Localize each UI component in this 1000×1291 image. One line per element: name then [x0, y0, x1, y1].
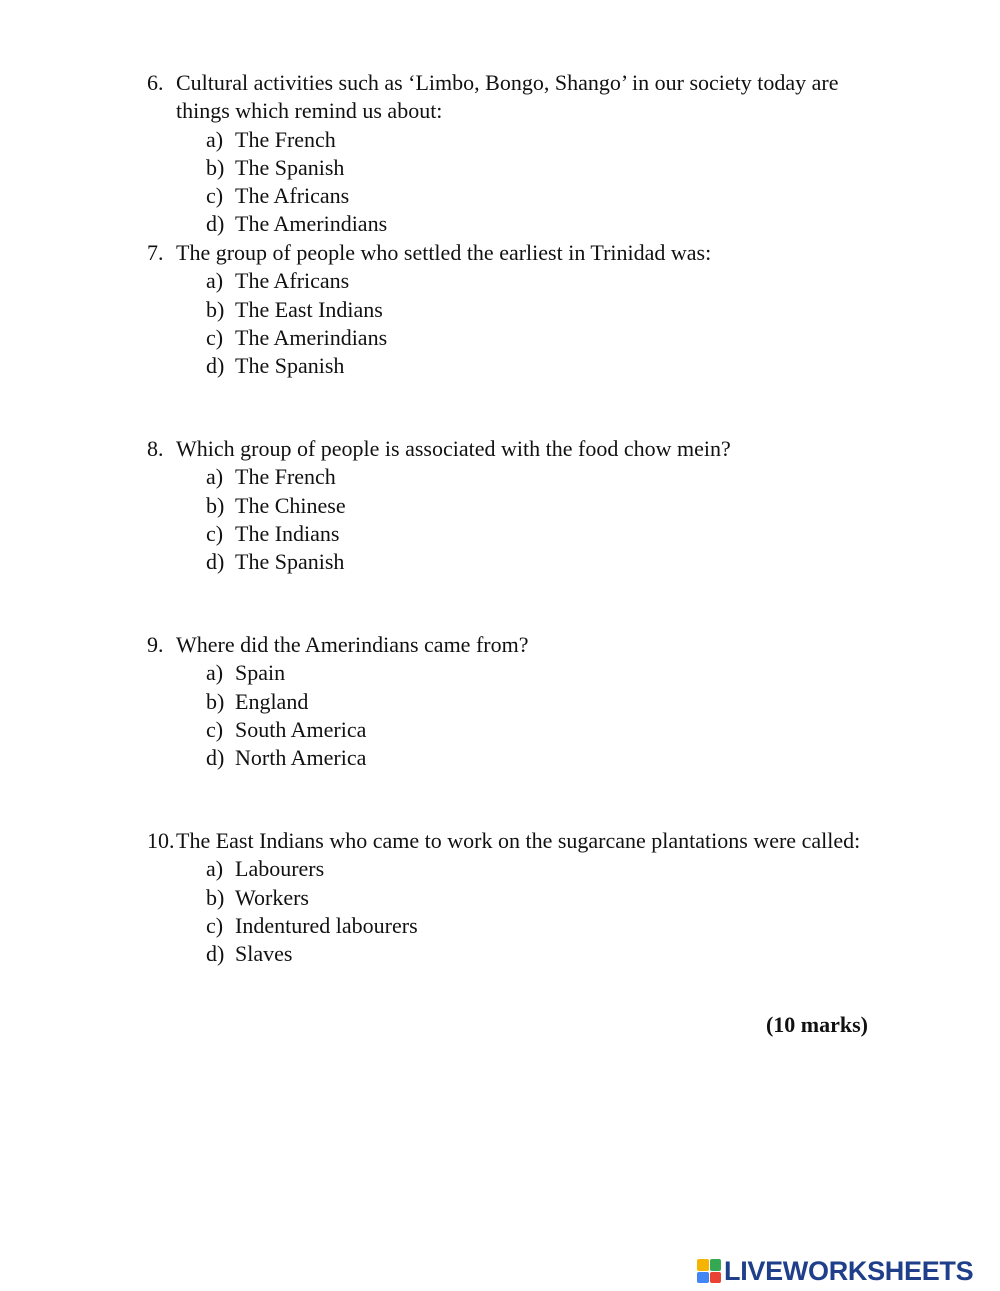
- option-text: Workers: [235, 884, 309, 910]
- option-letter: b): [206, 688, 225, 714]
- logo-square-icon: [710, 1259, 722, 1271]
- option-text: Indentured labourers: [235, 912, 418, 938]
- option-text: The Indians: [235, 520, 340, 546]
- option-text: The Africans: [235, 183, 350, 209]
- option-letter: d): [206, 549, 225, 575]
- option-c[interactable]: [206, 182, 887, 210]
- question-8: [147, 435, 887, 576]
- option-b[interactable]: [206, 884, 887, 912]
- question-text: Which group of people is associated with the food chow mein?: [176, 436, 731, 461]
- option-text: The Amerindians: [235, 324, 388, 350]
- option-text: The Africans: [235, 268, 350, 294]
- option-text: Slaves: [235, 941, 293, 967]
- logo-text: LIVEWORKSHEETS: [724, 1255, 974, 1286]
- option-text: North America: [235, 745, 367, 771]
- question-number: 7.: [147, 240, 164, 265]
- question-text: Cultural activities such as ‘Limbo, Bongo, Shango’ in our society today are things which remind us about:: [176, 70, 839, 124]
- liveworksheets-logo: [697, 1256, 973, 1286]
- option-text: South America: [235, 716, 367, 742]
- option-letter: d): [206, 745, 225, 771]
- option-a[interactable]: [206, 855, 887, 883]
- option-letter: c): [206, 520, 224, 546]
- option-a[interactable]: [206, 463, 887, 491]
- option-text: The East Indians: [235, 296, 383, 322]
- option-text: England: [235, 688, 309, 714]
- logo-square-icon: [710, 1272, 722, 1284]
- question-10: [147, 827, 887, 968]
- option-text: The Spanish: [235, 353, 345, 379]
- option-a[interactable]: [206, 126, 887, 154]
- option-d[interactable]: [206, 548, 887, 576]
- option-b[interactable]: [206, 296, 887, 324]
- option-letter: b): [206, 884, 225, 910]
- option-b[interactable]: [206, 154, 887, 182]
- total-marks: (10 marks): [765, 1012, 868, 1037]
- question-number: 6.: [147, 70, 164, 95]
- option-a[interactable]: [206, 659, 887, 687]
- option-letter: c): [206, 324, 224, 350]
- option-letter: d): [206, 211, 225, 237]
- question-number: 10.: [147, 828, 175, 853]
- option-text: The Chinese: [235, 492, 346, 518]
- option-letter: a): [206, 268, 224, 294]
- question-7: [147, 239, 887, 380]
- option-letter: c): [206, 716, 224, 742]
- option-letter: c): [206, 912, 224, 938]
- question-text: The East Indians who came to work on the sugarcane plantations were called:: [176, 828, 861, 853]
- option-text: Spain: [235, 660, 286, 686]
- option-b[interactable]: [206, 492, 887, 520]
- option-letter: a): [206, 126, 224, 152]
- option-letter: b): [206, 154, 225, 180]
- logo-square-icon: [697, 1259, 709, 1271]
- question-9: [147, 631, 887, 772]
- option-d[interactable]: [206, 744, 887, 772]
- answer-options: [147, 659, 887, 772]
- option-c[interactable]: [206, 520, 887, 548]
- option-text: The Spanish: [235, 154, 345, 180]
- option-d[interactable]: [206, 352, 887, 380]
- answer-options: [147, 463, 887, 576]
- option-c[interactable]: [206, 716, 887, 744]
- logo-square-icon: [697, 1272, 709, 1284]
- option-a[interactable]: [206, 267, 887, 295]
- option-text: The Spanish: [235, 549, 345, 575]
- answer-options: [147, 126, 887, 239]
- option-letter: b): [206, 492, 225, 518]
- option-letter: b): [206, 296, 225, 322]
- option-letter: d): [206, 353, 225, 379]
- question-text: The group of people who settled the earliest in Trinidad was:: [176, 240, 712, 265]
- option-c[interactable]: [206, 912, 887, 940]
- option-text: The French: [235, 126, 336, 152]
- option-letter: d): [206, 941, 225, 967]
- option-b[interactable]: [206, 688, 887, 716]
- option-letter: c): [206, 183, 224, 209]
- option-letter: a): [206, 464, 224, 490]
- question-number: 9.: [147, 632, 164, 657]
- option-text: The French: [235, 464, 336, 490]
- option-text: Labourers: [235, 856, 325, 882]
- question-text: Where did the Amerindians came from?: [176, 632, 529, 657]
- option-letter: a): [206, 660, 224, 686]
- option-c[interactable]: [206, 324, 887, 352]
- option-d[interactable]: [206, 210, 887, 238]
- option-letter: a): [206, 856, 224, 882]
- question-number: 8.: [147, 436, 164, 461]
- answer-options: [147, 855, 887, 968]
- question-6: [147, 69, 887, 239]
- option-d[interactable]: [206, 940, 887, 968]
- option-text: The Amerindians: [235, 211, 388, 237]
- liveworksheets-logo-icon: [697, 1259, 721, 1283]
- answer-options: [147, 267, 887, 380]
